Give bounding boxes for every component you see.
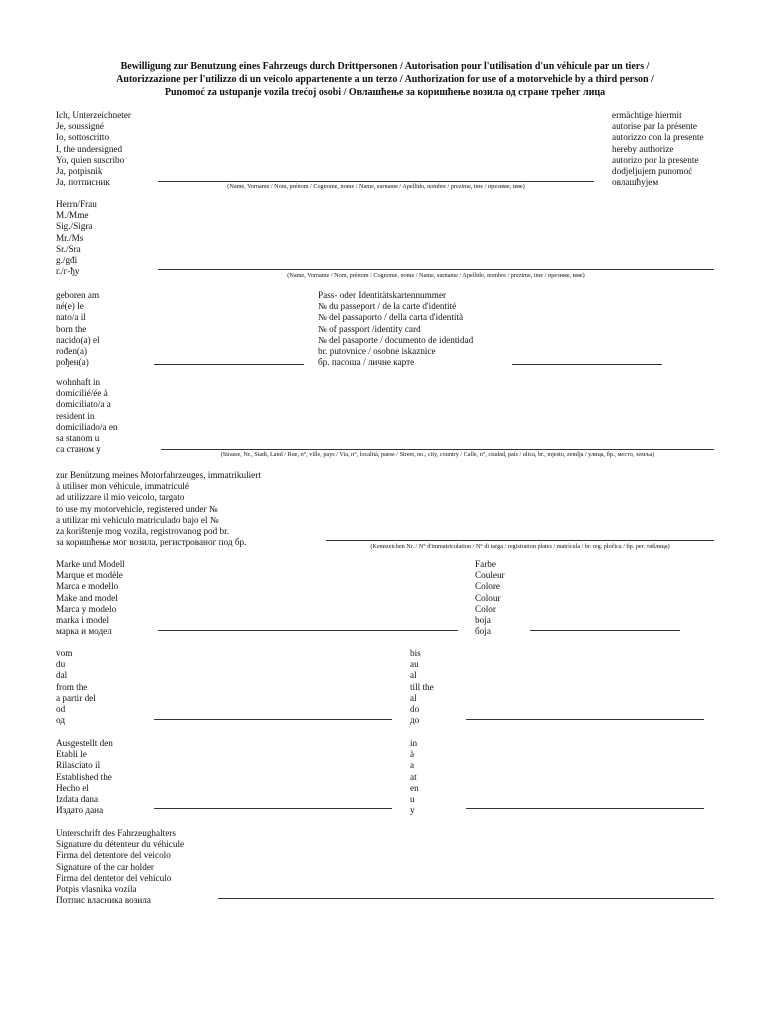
form-label-line: za korištenje mog vozila, registrovanog pod br. [56,526,229,537]
form-label-line: al [410,692,417,703]
form-label-line: br. putovnice / osobne iskaznice [318,346,436,357]
name-field-caption: (Name, Vorname / Nom, prénom / Cognome, nome / Name, surname / Apellido, nombre / prezime, ime / презиме, име) [227,183,525,190]
form-label-line: № du passeport / de la carte d'identité [318,301,457,312]
form-label-line: domicilié/ée à [56,388,108,399]
zur-labels [56,470,261,548]
form-label-line: Herrn/Frau [56,199,97,209]
form-label-line: vom [56,648,73,658]
form-label-line: до [410,715,420,726]
form-label-line: боја [475,626,491,637]
marke-labels [56,559,125,637]
authorize-labels [612,110,704,188]
form-label-line: Je, soussigné [56,121,104,132]
form-label-line: Firma del dentetor del vehículo [56,872,172,883]
form-label-line: Marca y modelo [56,603,117,614]
authorized-person-line[interactable] [158,269,714,270]
form-label-line: à utiliser mon véhicule, immatriculé [56,481,189,492]
form-label-line: бр. пасоша / личне карте [318,357,415,368]
form-label-line: Izdata dana [56,794,99,805]
vom-labels [56,648,96,726]
form-label-line: resident in [56,410,95,421]
form-label-line: born the [56,323,87,334]
from-date-line[interactable] [154,719,392,720]
form-label-line: zur Benützung meines Motorfahrzeuges, immatrikuliert [56,470,261,480]
address-caption: (Strasse, Nr., Stadt, Land / Rue, n°, ville, pays / Via, n°, località, paese / Street, no., city, country / Calle, n°, ciudad, país / ulica, br., mjesto, zemlja / улица, бр., место, земља) [220,451,655,458]
form-label-line: Io, sottoscritto [56,132,110,143]
registration-line[interactable] [326,540,714,541]
title-line-1: Bewilligung zur Benutzung eines Fahrzeugs durch Drittpersonen / Autorisation pour l'utilisation d'un véhicule par un tiers / [120,61,650,72]
form-label-line: Farbe [475,559,496,569]
form-label-line: Colore [475,581,501,592]
form-label-line: hereby authorize [612,143,674,154]
issue-place-line[interactable] [466,808,704,809]
form-label-line: wohnhaft in [56,377,101,387]
form-label-line: Ja, потписник [56,177,110,188]
issue-date-line[interactable] [154,808,392,809]
form-label-line: Ich, Unterzeichneter [56,110,131,120]
form-label-line: Издато дана [56,805,104,816]
form-label-line: in [410,738,418,748]
form-label-line: autorizo por la presente [612,154,699,165]
form-label-line: Mr./Ms [56,232,84,243]
document-title [30,60,740,99]
form-label-line: № of passport /identity card [318,323,421,334]
form-label-line: al [410,670,417,681]
form-label-line: Color [475,603,496,614]
till-date-line[interactable] [466,719,704,720]
form-label-line: domiciliado/a en [56,421,118,432]
passport-number-line[interactable] [512,364,662,365]
form-label-line: овлашћујем [612,177,659,188]
form-label-line: to use my motorvehicle, registered under № [56,503,218,514]
form-label-line: autorise par la présente [612,121,697,132]
ausgestellt-labels [56,738,113,816]
form-label-line: са станом у [56,444,101,455]
form-label-line: au [410,659,419,670]
form-label-line: marka i model [56,615,110,626]
form-label-line: à [410,749,415,760]
form-label-line: dal [56,670,68,681]
form-label-line: Signature du détenteur du véhicule [56,839,185,850]
form-label-line: Firma del detentore del veicolo [56,850,171,861]
form-label-line: Hecho el [56,782,89,793]
form-label-line: марка и модел [56,626,112,637]
form-label-line: у [410,805,415,816]
form-label-line: from the [56,681,88,692]
form-label-line: Colour [475,592,501,603]
form-label-line: autorizzo con la presente [612,132,704,143]
form-label-line: nacido(a) el [56,334,100,345]
form-label-line: M./Mme [56,210,89,221]
colour-line[interactable] [530,630,680,631]
in-labels [410,738,419,816]
form-label-line: sa stanom u [56,433,100,444]
form-label-line: № del passaporto / della carta d'identità [318,312,464,323]
title-line-3: Punomoć za ustupanje vozila trećoj osobi / Овлашћење за коришћење возила од стране трећег лица [164,87,606,98]
form-label-line: Couleur [475,570,505,581]
name-field-line[interactable] [158,181,594,182]
pass-labels [318,290,473,368]
form-label-line: a [410,760,415,771]
form-label-line: г./г-ђу [56,266,80,277]
address-line[interactable] [161,449,714,450]
form-label-line: № del pasaporte / documento de identidad [318,334,474,345]
form-label-line: Pass- oder Identitätskartennummer [318,290,447,300]
form-label-line: domiciliato/a a [56,399,111,410]
form-label-line: a utilizar mi vehículo matriculado bajo el № [56,514,219,525]
form-label-line: од [56,715,66,726]
form-label-line: a partir del [56,692,96,703]
form-label-line: bis [410,648,421,658]
form-label-line: Signature of the car holder [56,861,154,872]
farbe-labels [475,559,505,637]
form-label-line: Make and model [56,592,118,603]
make-model-line[interactable] [158,630,458,631]
form-label-line: en [410,782,419,793]
form-label-line: Potpis vlasnika vozila [56,884,137,895]
title-line-2: Autorizzazione per l'utilizzo di un veicolo appartenente a un terzo / Authorization for use of a motorvehicle by a third person / [116,74,654,85]
form-label-line: за коришћење мог возила, регистрованог под бр. [56,537,247,548]
form-label-line: né(e) le [56,301,84,312]
form-label-line: geboren am [56,290,100,300]
ich-labels [56,110,131,188]
form-label-line: at [410,771,417,782]
geboren-labels [56,290,100,368]
form-label-line: od [56,704,66,715]
form-label-line: ermächtige hiermit [612,110,682,120]
form-label-line: du [56,659,66,670]
form-label-line: I, the undersigned [56,143,123,154]
form-label-line: Ja, potpisnik [56,166,103,177]
form-label-line: Established the [56,771,112,782]
wohnhaft-labels [56,377,118,455]
form-label-line: Потпис власника возила [56,895,151,906]
form-label-line: Marque et modèle [56,570,123,581]
form-label-line: boja [475,615,491,626]
form-label-line: рођен(а) [56,357,89,368]
form-label-line: ad utilizzare il mio veicolo, targato [56,492,185,503]
form-label-line: nato/a il [56,312,86,323]
form-label-line: Sig./Sigra [56,221,93,232]
form-label-line: u [410,794,415,805]
signature-line[interactable] [218,898,714,899]
form-label-line: g./gđi [56,255,78,266]
form-label-line: Marca e modello [56,581,119,592]
form-label-line: Marke und Modell [56,559,125,569]
registration-caption: (Kennzeichen Nr. / N° d'immatriculation / N° di targa / registration plates / matrícula / br. reg. pločica / бр. рег. таблица) [370,543,670,550]
form-label-line: Ausgestellt den [56,738,113,748]
form-label-line: Unterschrift des Fahrzeughalters [56,828,176,838]
form-label-line: till the [410,681,434,692]
bis-labels [410,648,434,726]
form-label-line: do [410,704,420,715]
authorized-person-caption: (Name, Vorname / Nom, prénom / Cognome, nome / Name, surname / Apellido, nombre / prezime, ime / презиме, име) [287,272,585,279]
birthdate-line[interactable] [154,364,304,365]
form-label-line: Yo, quien suscribo [56,154,125,165]
form-label-line: dodjeljujem punomoć [612,166,693,177]
unterschrift-labels [56,828,184,906]
form-label-line: rođen(a) [56,346,88,357]
herr-labels [56,199,97,277]
form-label-line: Sr./Sra [56,243,81,254]
form-label-line: Rilasciato il [56,760,101,771]
form-label-line: Etabli le [56,749,87,760]
